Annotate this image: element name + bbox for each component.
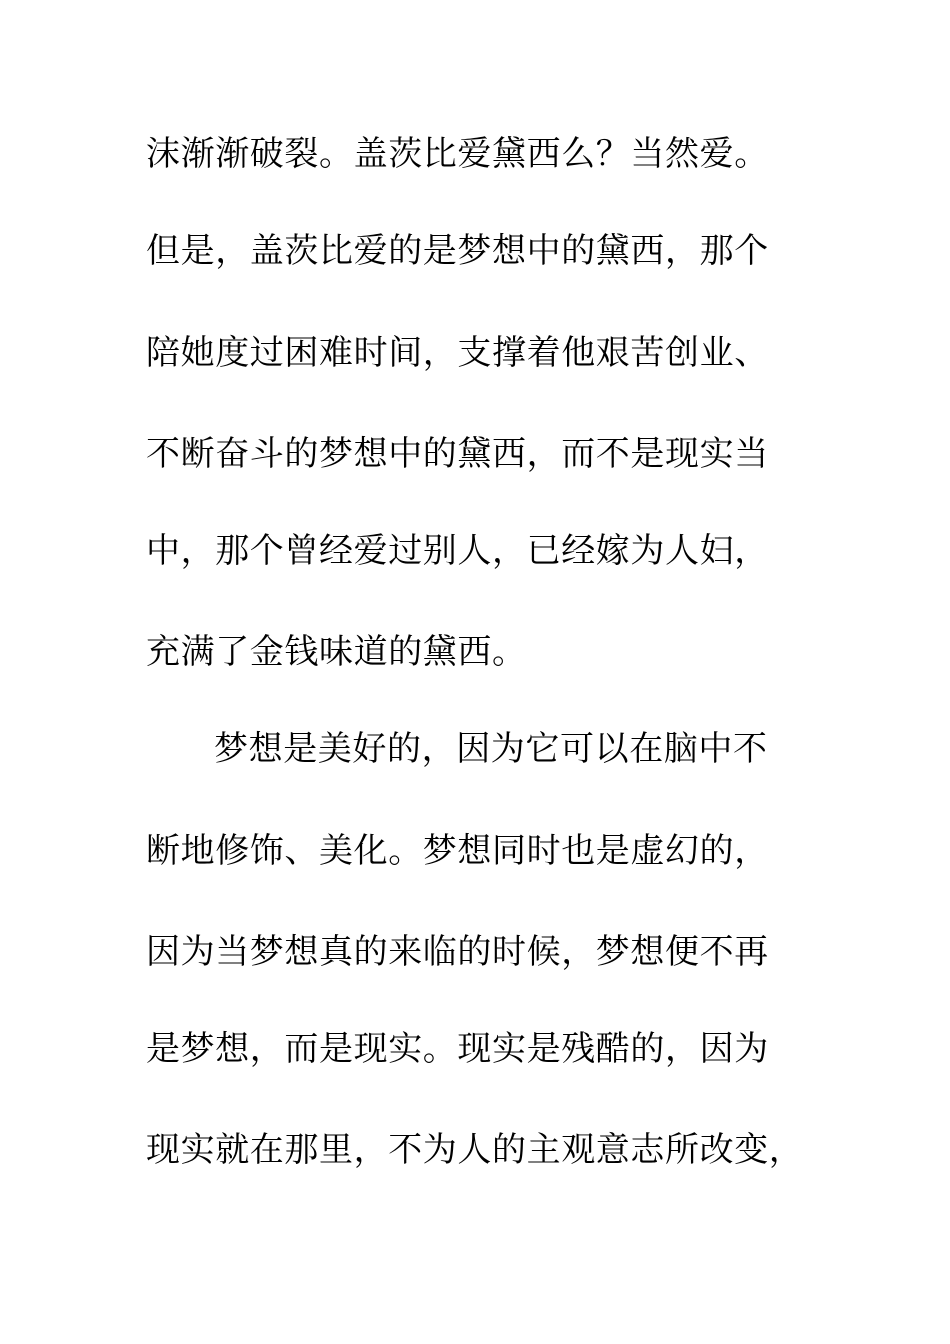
- text-line: 是梦想，而是现实。现实是残酷的，因为: [146, 1029, 769, 1069]
- text-line: 沫渐渐破裂。盖茨比爱黛西么？当然爱。: [146, 134, 769, 174]
- text-line: 现实就在那里，不为人的主观意志所改变，: [146, 1130, 804, 1170]
- text-line: 中，那个曾经爱过别人，已经嫁为人妇，: [146, 531, 769, 571]
- text-line: 断地修饰、美化。梦想同时也是虚幻的，: [146, 831, 769, 871]
- text-line: 陪她度过困难时间，支撑着他艰苦创业、: [146, 333, 769, 373]
- text-line: 但是，盖茨比爱的是梦想中的黛西，那个: [146, 231, 769, 271]
- paragraph-first-line: 梦想是美好的，因为它可以在脑中不: [214, 729, 768, 769]
- text-line: 充满了金钱味道的黛西。: [146, 632, 527, 672]
- text-line: 因为当梦想真的来临的时候，梦想便不再: [146, 932, 769, 972]
- text-line: 不断奋斗的梦想中的黛西，而不是现实当: [146, 434, 769, 474]
